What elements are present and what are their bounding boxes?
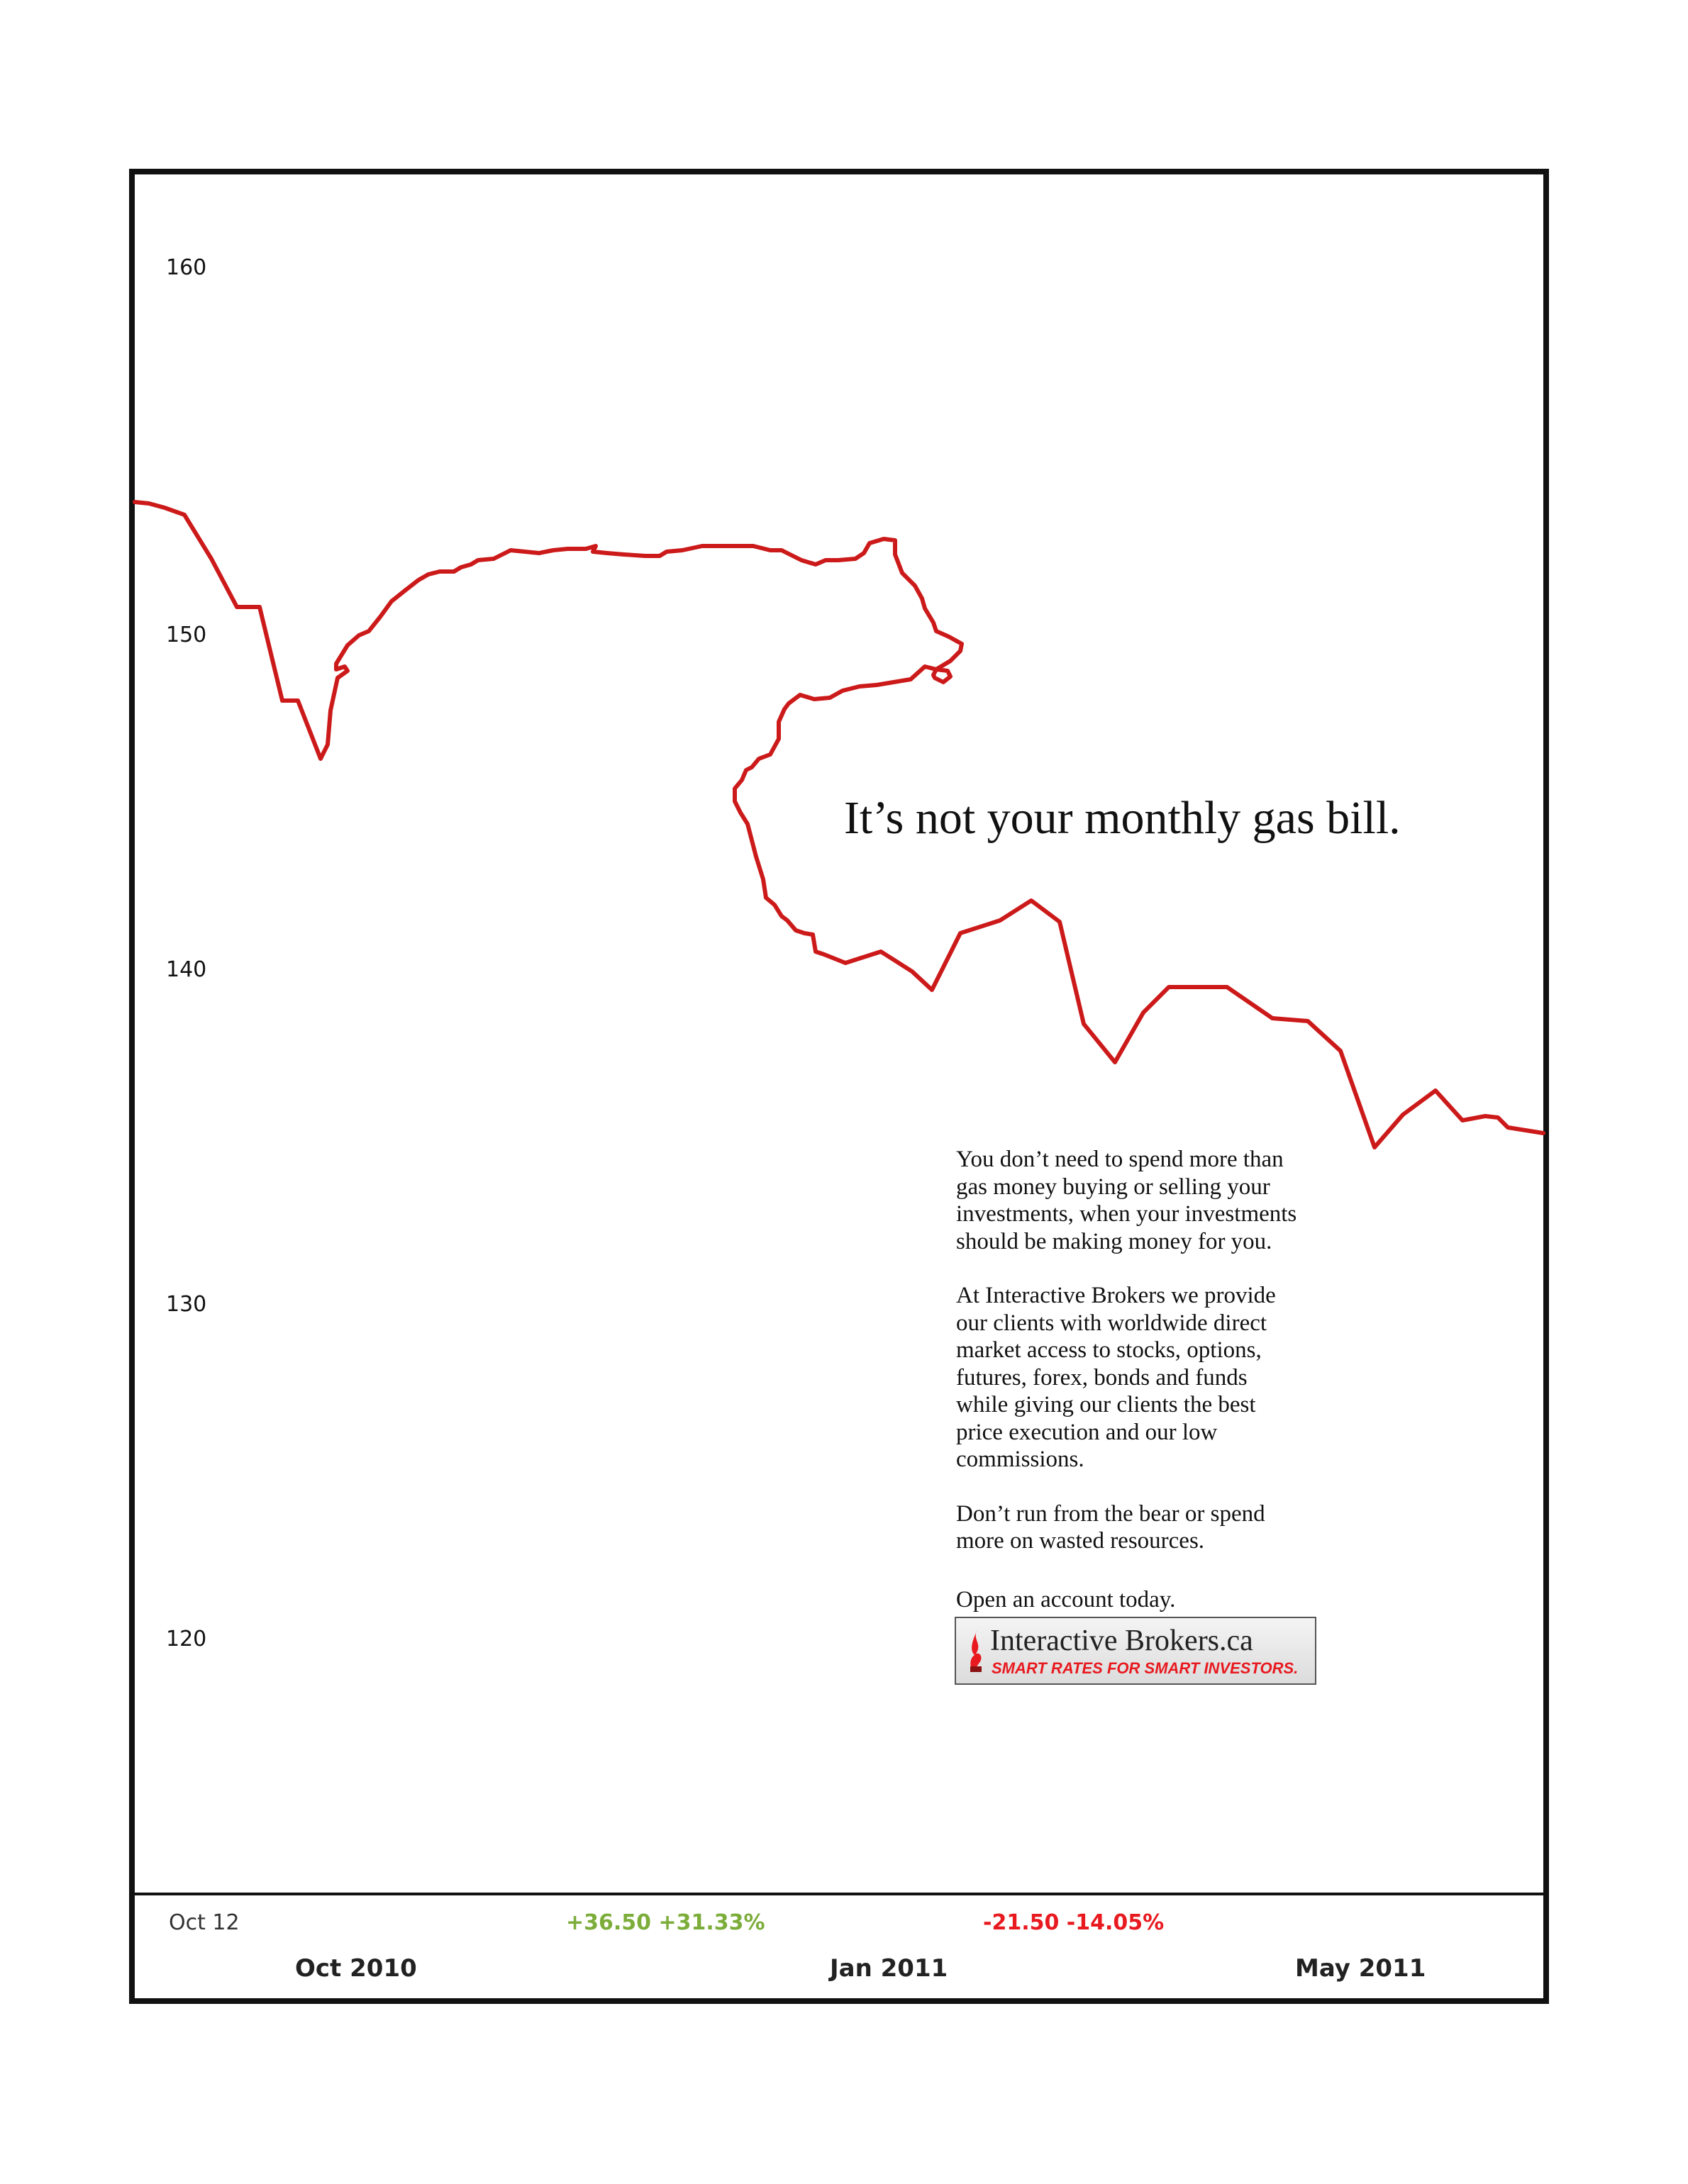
logo-name: Interactive Brokers.ca: [990, 1625, 1253, 1657]
call-to-action: Open an account today.: [956, 1587, 1176, 1612]
flame-icon: [967, 1628, 986, 1673]
axis-divider: [135, 1893, 1543, 1895]
interactive-brokers-logo[interactable]: [955, 1617, 1316, 1685]
logo-tagline: SMART RATES FOR SMART INVESTORS.: [992, 1659, 1299, 1677]
y-tick-130: 130: [166, 1292, 207, 1317]
y-tick-140: 140: [166, 957, 207, 982]
y-tick-160: 160: [166, 255, 207, 280]
body-paragraph: Don’t run from the bear or spend more on wasted resources.: [956, 1500, 1265, 1554]
x-tick-jan-2011: Jan 2011: [830, 1954, 948, 1983]
stat-gain: +36.50 +31.33%: [566, 1910, 765, 1935]
stat-date: Oct 12: [169, 1910, 240, 1935]
x-tick-oct-2010: Oct 2010: [295, 1954, 417, 1983]
body-paragraph: You don’t need to spend more than gas money buying or selling your investments, when your investments should be making money for you.: [956, 1147, 1297, 1254]
y-tick-120: 120: [166, 1627, 207, 1651]
headline: It’s not your monthly gas bill.: [844, 792, 1401, 844]
x-tick-may-2011: May 2011: [1295, 1954, 1426, 1983]
body-copy: [956, 1146, 1339, 1582]
stat-loss: -21.50 -14.05%: [983, 1910, 1165, 1935]
body-paragraph: At Interactive Brokers we provide our clients with worldwide direct market access to stocks, options, futures, forex, bonds and funds while giving our clients the best price execution and our low commissions.: [956, 1283, 1276, 1472]
y-tick-150: 150: [166, 623, 207, 647]
